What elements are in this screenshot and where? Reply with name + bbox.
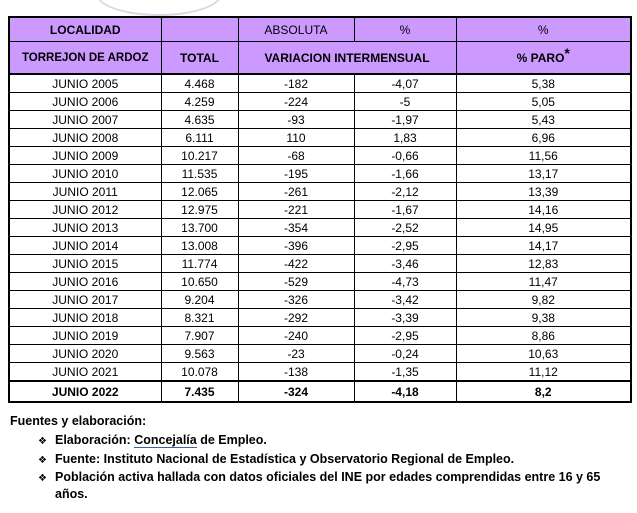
footnotes-list: [10, 432, 632, 503]
cell-absoluta: -68: [238, 147, 354, 165]
footnote-text: Fuente: Instituto Nacional de Estadística y Observatorio Regional de Empleo.: [55, 451, 515, 466]
cell-pct: -2,95: [354, 327, 456, 345]
table-row: [9, 129, 631, 147]
cell-absoluta: -93: [238, 111, 354, 129]
cell-absoluta: -529: [238, 273, 354, 291]
cell-month: JUNIO 2020: [9, 345, 161, 363]
cell-total: 12.975: [161, 201, 238, 219]
cell-absoluta: -182: [238, 74, 354, 93]
cell-month: JUNIO 2010: [9, 165, 161, 183]
cell-month: JUNIO 2007: [9, 111, 161, 129]
cell-pct: -0,24: [354, 345, 456, 363]
diamond-bullet-icon: ❖: [38, 454, 47, 466]
footnote-item-elaboracion: [10, 432, 632, 450]
header-row-1: [9, 17, 631, 42]
cell-pct: -3,42: [354, 291, 456, 309]
footnotes-title: Fuentes y elaboración:: [10, 414, 147, 428]
cell-total: 6.111: [161, 129, 238, 147]
cell-paro: 14,95: [456, 219, 631, 237]
cell-month: JUNIO 2016: [9, 273, 161, 291]
cell-absoluta: -261: [238, 183, 354, 201]
cell-pct: -1,67: [354, 201, 456, 219]
cell-month: JUNIO 2017: [9, 291, 161, 309]
cell-month: JUNIO 2021: [9, 363, 161, 382]
cell-paro: 14,16: [456, 201, 631, 219]
table-row: [9, 291, 631, 309]
cell-absoluta: -324: [238, 381, 354, 402]
table-row: [9, 273, 631, 291]
cell-paro: 13,39: [456, 183, 631, 201]
cell-pct: -0,66: [354, 147, 456, 165]
table-row: [9, 74, 631, 93]
table-row: [9, 165, 631, 183]
cell-total: 4.259: [161, 93, 238, 111]
cell-month: JUNIO 2015: [9, 255, 161, 273]
cell-month: JUNIO 2011: [9, 183, 161, 201]
cell-paro: 13,17: [456, 165, 631, 183]
header-row-2: [9, 42, 631, 75]
cell-month: JUNIO 2013: [9, 219, 161, 237]
diamond-bullet-icon: ❖: [38, 436, 47, 447]
cell-total: 8.321: [161, 309, 238, 327]
cell-month: JUNIO 2019: [9, 327, 161, 345]
header-variacion-intermensual: VARIACION INTERMENSUAL: [238, 42, 456, 75]
cell-absoluta: -240: [238, 327, 354, 345]
cell-paro: 10,63: [456, 345, 631, 363]
cell-absoluta: -195: [238, 165, 354, 183]
header-absoluta: ABSOLUTA: [238, 17, 354, 42]
cell-paro: 12,83: [456, 255, 631, 273]
cell-paro: 14,17: [456, 237, 631, 255]
cell-pct: -4,73: [354, 273, 456, 291]
concejalia-link[interactable]: Concejalía: [134, 433, 197, 447]
cell-total: 10.078: [161, 363, 238, 382]
cell-month: JUNIO 2008: [9, 129, 161, 147]
cell-total: 10.650: [161, 273, 238, 291]
diamond-bullet-icon: ❖: [38, 473, 47, 484]
cell-total: 11.774: [161, 255, 238, 273]
paro-label: % PARO: [516, 50, 565, 65]
table-row: [9, 345, 631, 363]
footnote-prefix: Elaboración:: [55, 433, 135, 447]
cell-paro: 11,56: [456, 147, 631, 165]
cell-total: 13.700: [161, 219, 238, 237]
table-row: [9, 93, 631, 111]
unemployment-table-wrap: [8, 16, 632, 403]
cell-month: JUNIO 2014: [9, 237, 161, 255]
cell-pct: -2,52: [354, 219, 456, 237]
table-row: [9, 237, 631, 255]
footnote-text: Población activa hallada con datos oficiales del INE por edades comprendidas entre 16 y 65 años.: [55, 470, 601, 501]
cell-absoluta: -292: [238, 309, 354, 327]
cell-paro: 5,38: [456, 74, 631, 93]
cell-month: JUNIO 2022: [9, 381, 161, 402]
table-row: [9, 201, 631, 219]
footnotes-section: [10, 413, 632, 503]
cell-absoluta: -354: [238, 219, 354, 237]
table-row: [9, 255, 631, 273]
watermark-ellipse: [96, 0, 222, 16]
cell-paro: 5,43: [456, 111, 631, 129]
cell-total: 4.468: [161, 74, 238, 93]
cell-total: 9.563: [161, 345, 238, 363]
cell-absoluta: -326: [238, 291, 354, 309]
cell-total: 12.065: [161, 183, 238, 201]
cell-pct: -1,97: [354, 111, 456, 129]
cell-month: JUNIO 2018: [9, 309, 161, 327]
cell-total: 4.635: [161, 111, 238, 129]
cell-paro: 11,47: [456, 273, 631, 291]
cell-paro: 5,05: [456, 93, 631, 111]
cell-pct: -4,07: [354, 74, 456, 93]
cell-pct: -2,95: [354, 237, 456, 255]
cell-month: JUNIO 2012: [9, 201, 161, 219]
cell-paro: 6,96: [456, 129, 631, 147]
cell-paro: 11,12: [456, 363, 631, 382]
cell-pct: -3,46: [354, 255, 456, 273]
table-row: [9, 219, 631, 237]
cell-pct: -1,35: [354, 363, 456, 382]
cell-absoluta: -23: [238, 345, 354, 363]
unemployment-table: [8, 16, 632, 403]
cell-total: 10.217: [161, 147, 238, 165]
cell-absoluta: -422: [238, 255, 354, 273]
table-row-latest: [9, 381, 631, 402]
table-row: [9, 111, 631, 129]
cell-month: JUNIO 2005: [9, 74, 161, 93]
footnote-item-poblacion: [10, 469, 632, 503]
header-pct-2: %: [456, 17, 631, 42]
footnote-asterisk: *: [564, 44, 570, 61]
table-row: [9, 327, 631, 345]
cell-absoluta: -138: [238, 363, 354, 382]
table-row: [9, 363, 631, 382]
header-empty-cell: [161, 17, 238, 42]
cell-month: JUNIO 2009: [9, 147, 161, 165]
cell-total: 13.008: [161, 237, 238, 255]
cell-month: JUNIO 2006: [9, 93, 161, 111]
table-row: [9, 147, 631, 165]
cell-total: 7.907: [161, 327, 238, 345]
cell-paro: 9,38: [456, 309, 631, 327]
header-total: TOTAL: [161, 42, 238, 75]
footnote-text: [55, 432, 267, 449]
header-municipality: TORREJON DE ARDOZ: [9, 42, 161, 75]
footnote-item-fuente: [10, 451, 632, 469]
cell-pct: -1,66: [354, 165, 456, 183]
cell-total: 7.435: [161, 381, 238, 402]
cell-absoluta: -221: [238, 201, 354, 219]
table-row: [9, 183, 631, 201]
header-pct-1: %: [354, 17, 456, 42]
header-paro: [456, 42, 631, 75]
cell-total: 11.535: [161, 165, 238, 183]
cell-absoluta: -224: [238, 93, 354, 111]
header-localidad: LOCALIDAD: [9, 17, 161, 42]
cell-absoluta: 110: [238, 129, 354, 147]
footnote-suffix: de Empleo.: [196, 433, 267, 447]
cell-pct: -4,18: [354, 381, 456, 402]
cell-pct: -5: [354, 93, 456, 111]
cell-pct: 1,83: [354, 129, 456, 147]
cell-paro: 8,86: [456, 327, 631, 345]
cell-paro: 9,82: [456, 291, 631, 309]
cell-pct: -3,39: [354, 309, 456, 327]
cell-total: 9.204: [161, 291, 238, 309]
cell-pct: -2,12: [354, 183, 456, 201]
table-row: [9, 309, 631, 327]
cell-absoluta: -396: [238, 237, 354, 255]
cell-paro: 8,2: [456, 381, 631, 402]
